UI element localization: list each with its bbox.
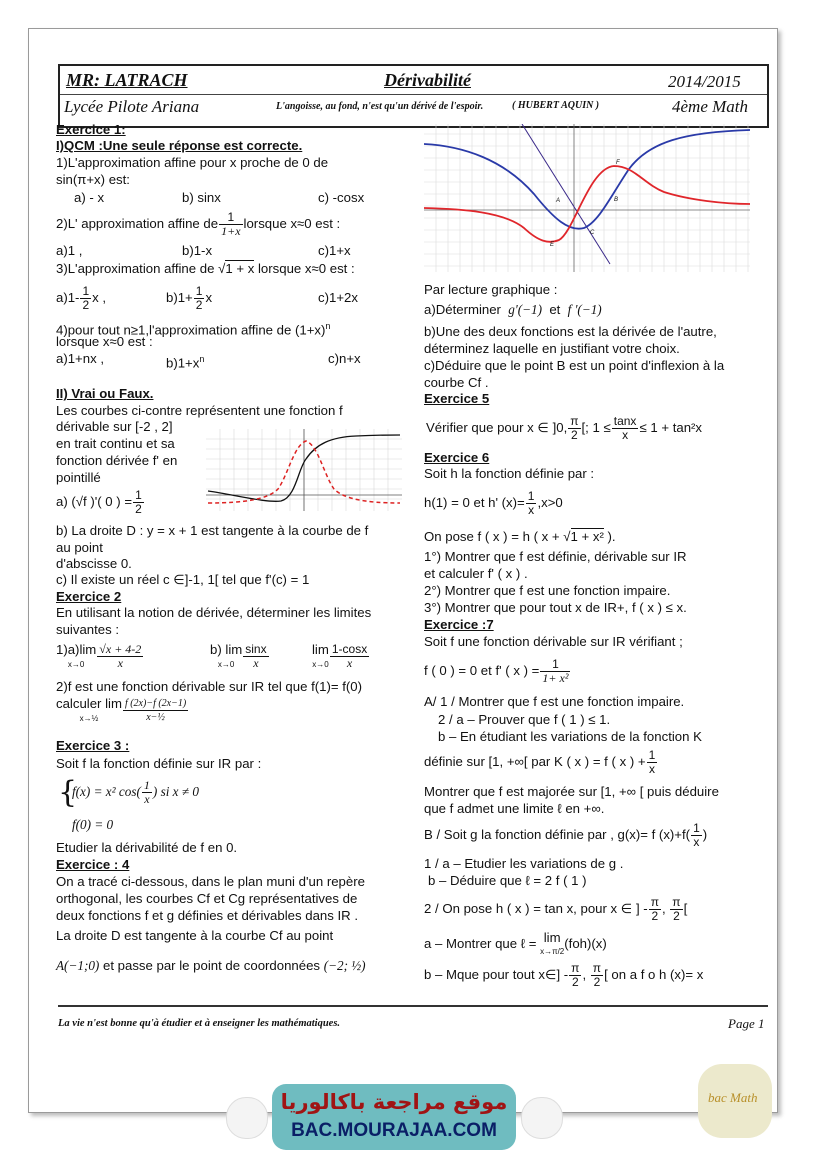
ex3-brace: { xyxy=(58,775,78,810)
ex6-text-5: et calculer f' ( x ) . xyxy=(424,566,528,581)
ex4-reading: Par lecture graphique : xyxy=(424,282,558,297)
ex4-title: Exercice : 4 xyxy=(56,857,130,872)
ex7-A6: que f admet une limite ℓ en +∞. xyxy=(424,801,605,816)
ex6-text-6: 2°) Montrer que f est une fonction impaire. xyxy=(424,583,671,598)
limit-2: b) lim x→0 $\frac{\sin x}{x}$ xyxy=(210,641,267,671)
ex4-question-c: c)Déduire que le point B est un point d'inflexion à la xyxy=(424,358,725,373)
ex6-title: Exercice 6 xyxy=(424,450,490,465)
vf-graph xyxy=(206,429,402,511)
vf-statement-c: c) Il existe un réel c ∈]-1, 1[ tel que f'(c) = 1 xyxy=(56,572,310,587)
point-C-label: C xyxy=(590,230,595,236)
ex3-case-1: f(x) = x² cos( $\frac{1}{x}$ ) si x ≠ 0 xyxy=(72,778,199,807)
ex7-title: Exercice :7 xyxy=(424,617,494,632)
banner-arabic: موقع مراجعة باكالوريا xyxy=(280,1090,508,1114)
ex6-text-2: h(1) = 0 et h' (x)= $\frac{1}{x}$ ,x>0 xyxy=(424,489,563,518)
ex3-text-2: Etudier la dérivabilité de f en 0. xyxy=(56,840,238,855)
ex4-text-4: La droite D est tangente à la courbe Cf au point xyxy=(56,928,334,943)
ex1-title: Exercice 1: xyxy=(56,122,126,137)
q3-option-c: c)1+2x xyxy=(318,290,358,305)
limit-4: calculer lim x→½ $\frac{f (2x)-f (2x-1)}{\text{x−½}}$ xyxy=(56,695,187,724)
q2-text: 2)L' approximation affine de $\frac{1}{1+x}$ lorsque x≈0 est : xyxy=(56,210,341,239)
q3-option-a: a)1- $\frac{1}{2}$ x , xyxy=(56,284,107,313)
vf-statement-a: a) (√f )'( 0 ) = $\frac{1}{2}$ xyxy=(56,488,142,517)
ex7-text-1: Soit f une fonction dérivable sur IR vérifiant ; xyxy=(424,634,683,649)
vf-text-4: fonction dérivée f' en xyxy=(56,453,178,468)
ex3-text-1: Soit f la fonction définie sur IR par : xyxy=(56,756,262,771)
ex7-text-2: f ( 0 ) = 0 et f' ( x ) = $\frac{1}{\text{1+ x²}}$ xyxy=(424,657,569,686)
point-A-label: A xyxy=(556,198,561,204)
ex7-B4: 2 / On pose h ( x ) = tan x, pour x ∈ ] - $\frac{\pi}{2}$ , $\frac{\pi}{2}$ [ xyxy=(424,895,688,924)
ex5-title: Exercice 5 xyxy=(424,391,490,406)
q4-option-a: a)1+nx , xyxy=(56,351,105,366)
q2-option-c: c)1+x xyxy=(318,243,351,258)
site-banner[interactable] xyxy=(272,1084,516,1150)
banner-url[interactable]: BAC.MOURAJAA.COM xyxy=(291,1120,497,1141)
ex6-text-1: Soit h la fonction définie par : xyxy=(424,466,595,481)
footer-motto: La vie n'est bonne qu'à étudier et à enseigner les mathématiques. xyxy=(58,1018,341,1029)
ex4-text-5: A(−1;0) et passe par le point de coordonnées (−2; ½) xyxy=(56,958,366,973)
vf-text-b2: au point xyxy=(56,540,103,555)
ex2-text-3: 2)f est une fonction dérivable sur IR tel que f(1)= f(0) xyxy=(56,679,363,694)
teacher-name: MR: LATRACH xyxy=(66,70,188,90)
vf-statement-b: b) La droite D : y = x + 1 est tangente à la courbe de f xyxy=(56,523,369,538)
vf-text-5: pointillé xyxy=(56,470,101,485)
header-divider xyxy=(60,94,767,95)
q3-option-b: b)1+ $\frac{1}{2}$ x xyxy=(166,284,213,313)
vf-text-b3: d'abscisse 0. xyxy=(56,556,132,571)
footer-divider xyxy=(58,1005,768,1007)
ex7-B6: b – Mque pour tout x∈] - $\frac{\pi}{2}$ , $\frac{\pi}{2}$ [ on a f o h (x)= x xyxy=(424,961,704,990)
point-E-label: E xyxy=(550,242,555,248)
point-B-label: B xyxy=(614,197,619,203)
ex4-question-b: b)Une des deux fonctions est la dérivée de l'autre, xyxy=(424,324,717,339)
vf-text-2: dérivable sur [-2 , 2] xyxy=(56,419,173,434)
ex7-B1: B / Soit g la fonction définie par , g(x)= f (x)+f( $\frac{1}{x}$ ) xyxy=(424,821,708,850)
quote-author: ( HUBERT AQUIN ) xyxy=(512,100,600,111)
ex4-text-2: orthogonal, les courbes Cf et Cg représentatives de xyxy=(56,891,358,906)
header-quote: L'angoisse, au fond, n'est qu'un dérivé de l'espoir. xyxy=(276,101,484,112)
ex5-statement: Vérifier que pour x ∈ ]0, $\frac{\pi}{2}$ [; 1 ≤ $\frac{\tan x}{x}$ ≤ 1 + tan²x xyxy=(426,414,703,443)
ex7-A2: 2 / a – Prouver que f ( 1 ) ≤ 1. xyxy=(438,712,611,727)
ex6-text-3: On pose f ( x ) = h ( x + √1 + x² ). xyxy=(424,529,616,544)
q4-option-b: $b)1+x^n$ xyxy=(166,354,205,371)
ex2-text-2: suivantes : xyxy=(56,622,120,637)
ex4-graph xyxy=(424,124,750,272)
ex7-B2: 1 / a – Etudier les variations de g . xyxy=(424,856,624,871)
ex4-question-b2: déterminez laquelle en justifiant votre choix. xyxy=(424,341,680,356)
q2-option-a: a)1 , xyxy=(56,243,83,258)
ex7-A4: définie sur [1, +∞[ par K ( x ) = f ( x ) + $\frac{1}{x}$ xyxy=(424,748,656,777)
q1-text: 1)L'approximation affine pour x proche de 0 de xyxy=(56,155,329,170)
ex4-text-1: On a tracé ci-dessous, dans le plan muni d'un repère xyxy=(56,874,365,889)
q1-option-c: c) -cosx xyxy=(318,190,365,205)
ex7-B3: b – Déduire que ℓ = 2 f ( 1 ) xyxy=(428,873,587,888)
right-logo xyxy=(521,1097,563,1139)
q1-text-2: sin(π+x) est: xyxy=(56,172,130,187)
school-year: 2014/2015 xyxy=(668,72,741,91)
vf-text-1: Les courbes ci-contre représentent une fonction f xyxy=(56,403,343,418)
ex3-case-2: f(0) = 0 xyxy=(72,817,114,832)
class-level: 4ème Math xyxy=(672,97,749,116)
ex7-A1: A/ 1 / Montrer que f est une fonction impaire. xyxy=(424,694,685,709)
vf-text-3: en trait continu et sa xyxy=(56,436,175,451)
bac-math-logo-text: bac Math xyxy=(708,1090,758,1105)
q2-option-b: b)1-x xyxy=(182,243,213,258)
ex6-text-4: 1°) Montrer que f est définie, dérivable sur IR xyxy=(424,549,687,564)
q1-option-b: b) sinx xyxy=(182,190,221,205)
q4-text: 4)pour tout n≥1,l'approximation affine de $(1+x)^n$ xyxy=(56,321,331,338)
ex4-question-a: a)Déterminer g'(−1) et f '(−1) xyxy=(424,302,602,317)
ex7-B5: a – Montrer que ℓ = lim x→π/2(foh)(x) xyxy=(424,929,607,956)
q1-option-a: a) - x xyxy=(74,190,105,205)
point-F-label: F xyxy=(616,160,620,166)
ex2-text-1: En utilisant la notion de dérivée, déterminer les limites xyxy=(56,605,372,620)
vf-title: II) Vrai ou Faux. xyxy=(56,386,154,401)
ex7-A5: Montrer que f est majorée sur [1, +∞ [ puis déduire xyxy=(424,784,719,799)
curve-Cf xyxy=(424,166,750,242)
school-name: Lycée Pilote Ariana xyxy=(64,97,200,116)
ex2-title: Exercice 2 xyxy=(56,589,122,604)
ex4-question-c2: courbe Cf . xyxy=(424,375,489,390)
ex3-title: Exercice 3 : xyxy=(56,738,130,753)
qcm-title: I)QCM :Une seule réponse est correcte. xyxy=(56,138,303,153)
bac-math-logo xyxy=(698,1064,772,1138)
subject-title: Dérivabilité xyxy=(384,70,471,90)
ex6-text-7: 3°) Montrer que pour tout x de IR+, f ( x ) ≤ x. xyxy=(424,600,687,615)
q4-text-2: lorsque x≈0 est : xyxy=(56,334,153,349)
q3-text: 3)L'approximation affine de √1 + x lorsque x≈0 est : xyxy=(56,261,355,276)
ex7-A3: b – En étudiant les variations de la fonction K xyxy=(438,729,702,744)
curve-Cg xyxy=(424,130,750,229)
ex4-text-3: deux fonctions f et g définies et dérivables dans IR . xyxy=(56,908,359,923)
left-logo xyxy=(226,1097,268,1139)
limit-3: lim x→0 $\frac{1-\cos x}{x}$ xyxy=(312,641,368,671)
limit-1: 1)a)lim x→0 $\frac{√x + 4-2}{x}$ xyxy=(56,641,142,671)
q4-option-c: c)n+x xyxy=(328,351,361,366)
page-number: Page 1 xyxy=(728,1016,765,1031)
